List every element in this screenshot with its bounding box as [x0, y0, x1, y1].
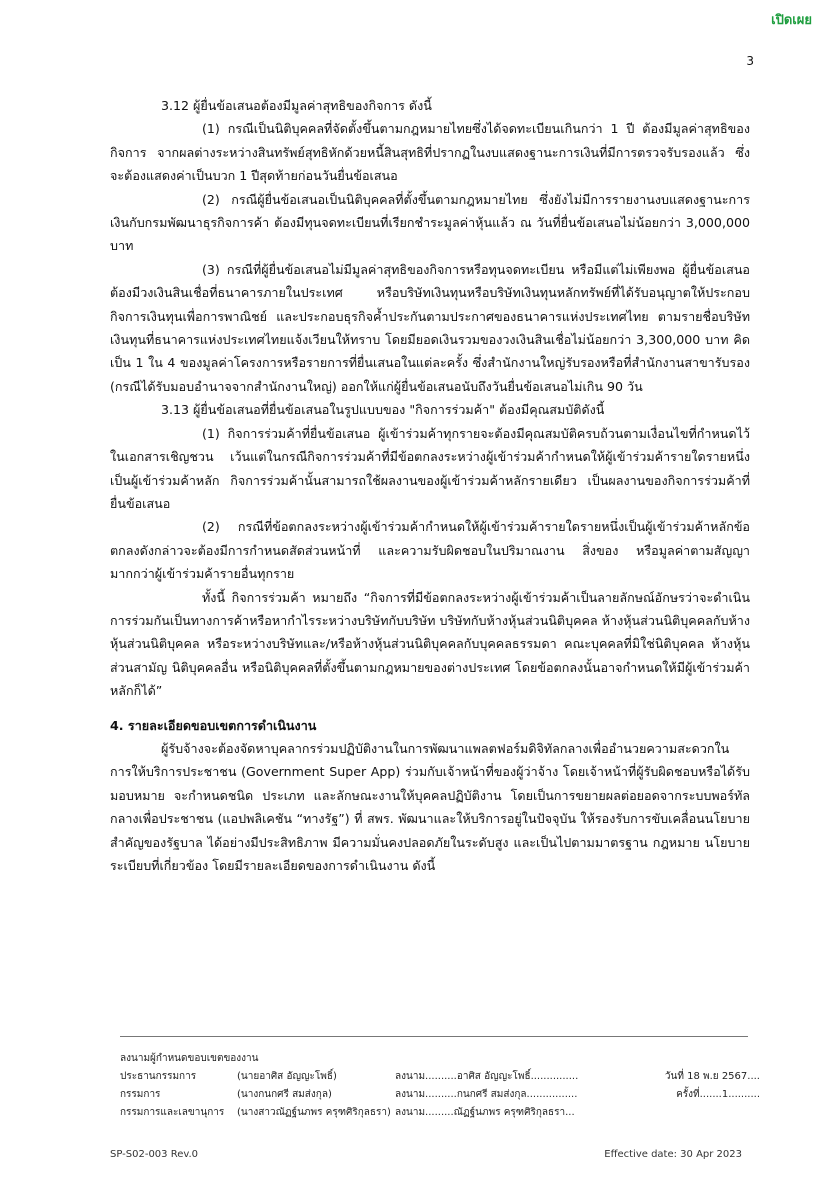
- signature-line: ลงนาม..........อาศิส อัญญะโพธิ์...............: [395, 1071, 579, 1082]
- signature-block: [120, 1050, 760, 1122]
- paragraph: ทั้งนี้ กิจการร่วมค้า หมายถึง “กิจการที่มีข้อตกลงระหว่างผู้เข้าร่วมค้าเป็นลายลักษณ์อักษรว่าจะดำเนินการร่วมกันเป็นทางการค้าหรือหากำไรระหว่างบริษัทกับบริษัท บริษัทกับห้างหุ้นส่วนนิติบุคคล ห้างหุ้นส่วนนิติบุคคลกับห้างหุ้นส่วนนิติบุคคล หรือระหว่างบริษัทและ/หรือห้างหุ้นส่วนนิติบุคคลกับบุคคลธรรมดา คณะบุคคลที่มิใช่นิติบุคคล ห้างหุ้นส่วนสามัญ นิติบุคคลอื่น หรือนิติบุคคลที่ตั้งขึ้นตามกฎหมายของต่างประเทศ โดยข้อตกลงนั้นอาจกำหนดให้มีผู้เข้าร่วมค้าหลักก็ได้”: [110, 589, 750, 699]
- paragraph: 3.12 ผู้ยื่นข้อเสนอต้องมีมูลค่าสุทธิของกิจการ ดังนี้: [161, 98, 432, 113]
- classification-label: เปิดเผย: [771, 13, 812, 28]
- signature-date: วันที่ 18 พ.ย 2567....: [664, 1071, 760, 1082]
- paragraph: 3.13 ผู้ยื่นข้อเสนอที่ยื่นข้อเสนอในรูปแบบของ "กิจการร่วมค้า" ต้องมีคุณสมบัติดังนี้: [161, 402, 605, 418]
- section-heading: 4. รายละเอียดขอบเขตการดำเนินงาน: [110, 717, 317, 733]
- signature-line: ลงนาม.........ณัฏฐ์นภพร ครุฑศิริกุลธรา...: [395, 1107, 575, 1118]
- signer-role: กรรมการ: [120, 1089, 161, 1100]
- signer-role: กรรมการและเลขานุการ: [120, 1107, 225, 1118]
- document-code: SP-S02-003 Rev.0: [110, 1149, 199, 1160]
- signature-count: ครั้งที่.......1..........: [676, 1089, 760, 1100]
- signature-divider: [120, 1036, 748, 1037]
- paragraph: (1) กิจการร่วมค้าที่ยื่นข้อเสนอ ผู้เข้าร่วมค้าทุกรายจะต้องมีคุณสมบัติครบถ้วนตามเงื่อนไขที่กำหนดไว้ในเอกสารเชิญชวน เว้นแต่ในกรณีกิจการร่วมค้าที่มีข้อตกลงระหว่างผู้เข้าร่วมค้ากำหนดให้ผู้เข้าร่วมค้ารายใดรายหนึ่งเป็นผู้เข้าร่วมค้าหลัก กิจการร่วมค้านั้นสามารถใช้ผลงานของผู้เข้าร่วมค้าหลักรายเดียว เป็นผลงานของกิจการร่วมค้าที่ยื่นข้อเสนอ: [110, 425, 750, 511]
- signature-title: ลงนามผู้กำหนดขอบเขตของงาน: [120, 1053, 259, 1064]
- effective-date: Effective date: 30 Apr 2023: [604, 1149, 742, 1160]
- signer-name: (นางสาวณัฏฐ์นภพร ครุฑศิริกุลธรา): [237, 1107, 391, 1118]
- signer-name: (นายอาศิส อัญญะโพธิ์): [237, 1071, 337, 1082]
- paragraph: (2) กรณีที่ข้อตกลงระหว่างผู้เข้าร่วมค้ากำหนดให้ผู้เข้าร่วมค้ารายใดรายหนึ่งเป็นผู้เข้าร่วมค้าหลักข้อตกลงดังกล่าวจะต้องมีการกำหนดสัดส่วนหน้าที่ และความรับผิดชอบในปริมาณงาน สิ่งของ หรือมูลค่าตามสัญญา มากกว่าผู้เข้าร่วมค้ารายอื่นทุกราย: [110, 519, 750, 582]
- paragraph: (3) กรณีที่ผู้ยื่นข้อเสนอไม่มีมูลค่าสุทธิของกิจการหรือทุนจดทะเบียน หรือมีแต่ไม่เพียงพอ ผู้ยื่นข้อเสนอต้องมีวงเงินสินเชื่อที่ธนาคารภายในประเทศ หรือบริษัทเงินทุนหรือบริษัทเงินทุนหลักทรัพย์ที่ได้รับอนุญาตให้ประกอบกิจการเงินทุนเพื่อการพาณิชย์ และประกอบธุรกิจค้ำประกันตามประกาศของธนาคารแห่งประเทศไทย ตามรายชื่อบริษัทเงินทุนที่ธนาคารแห่งประเทศไทยแจ้งเวียนให้ทราบ โดยมียอดเงินรวมของวงเงินสินเชื่อไม่น้อยกว่า 3,300,000 บาท คิดเป็น 1 ใน 4 ของมูลค่าโครงการหรือรายการที่ยื่นเสนอในแต่ละครั้ง ซึ่งสำนักงานใหญ่รับรองหรือที่สำนักงานสาขารับรอง (กรณีได้รับมอบอำนาจจากสำนักงานใหญ่) ออกให้แก่ผู้ยื่นข้อเสนอนับถึงวันยื่นข้อเสนอไม่เกิน 90 วัน: [110, 261, 750, 394]
- paragraph: ผู้รับจ้างจะต้องจัดหาบุคลากรร่วมปฏิบัติงานในการพัฒนาแพลตฟอร์มดิจิทัลกลางเพื่ออำนวยความสะดวกในการให้บริการประชาชน (Government Super App) ร่วมกับเจ้าหน้าที่ของผู้ว่าจ้าง โดยเจ้าหน้าที่ผู้รับผิดชอบหรือได้รับมอบหมาย จะกำหนดชนิด ประเภท และลักษณะงานให้บุคคลปฏิบัติงาน โดยเป็นการขยายผลต่อยอดจากระบบพอร์ทัลกลางเพื่อประชาชน (แอปพลิเคชัน “ทางรัฐ”) ที่ สพร. พัฒนาและให้บริการอยู่ในปัจจุบัน ให้รองรับการขับเคลื่อนนโยบายสำคัญของรัฐบาล ได้อย่างมีประสิทธิภาพ มีความมั่นคงปลอดภัยในระดับสูง และเป็นไปตามมาตรฐาน กฎหมาย นโยบาย ระเบียบที่เกี่ยวข้อง โดยมีรายละเอียดของการดำเนินงาน ดังนี้: [110, 740, 750, 873]
- paragraph: (1) กรณีเป็นนิติบุคคลที่จัดตั้งขึ้นตามกฎหมายไทยซึ่งได้จดทะเบียนเกินกว่า 1 ปี ต้องมีมูลค่าสุทธิของกิจการ จากผลต่างระหว่างสินทรัพย์สุทธิหักด้วยหนี้สินสุทธิที่ปรากฏในงบแสดงฐานะการเงินที่มีการตรวจรับรองแล้ว ซึ่งจะต้องแสดงค่าเป็นบวก 1 ปีสุดท้ายก่อนวันยื่นข้อเสนอ: [110, 121, 750, 184]
- signature-row: [120, 1068, 760, 1086]
- signature-row: [120, 1086, 760, 1104]
- signature-line: ลงนาม..........กนกศรี สมส่งกุล................: [395, 1089, 578, 1100]
- signer-role: ประธานกรรมการ: [120, 1071, 197, 1082]
- signer-name: (นางกนกศรี สมส่งกุล): [237, 1089, 332, 1100]
- paragraph: (2) กรณีผู้ยื่นข้อเสนอเป็นนิติบุคคลที่ตั้งขึ้นตามกฎหมายไทย ซึ่งยังไม่มีการรายงานงบแสดงฐานะการเงินกับกรมพัฒนาธุรกิจการค้า ต้องมีทุนจดทะเบียนที่เรียกชำระมูลค่าหุ้นแล้ว ณ วันที่ยื่นข้อเสนอไม่น้อยกว่า 3,000,000 บาท: [110, 191, 750, 254]
- document-body: [110, 94, 750, 877]
- page-number: 3: [746, 54, 754, 68]
- signature-row: [120, 1104, 760, 1122]
